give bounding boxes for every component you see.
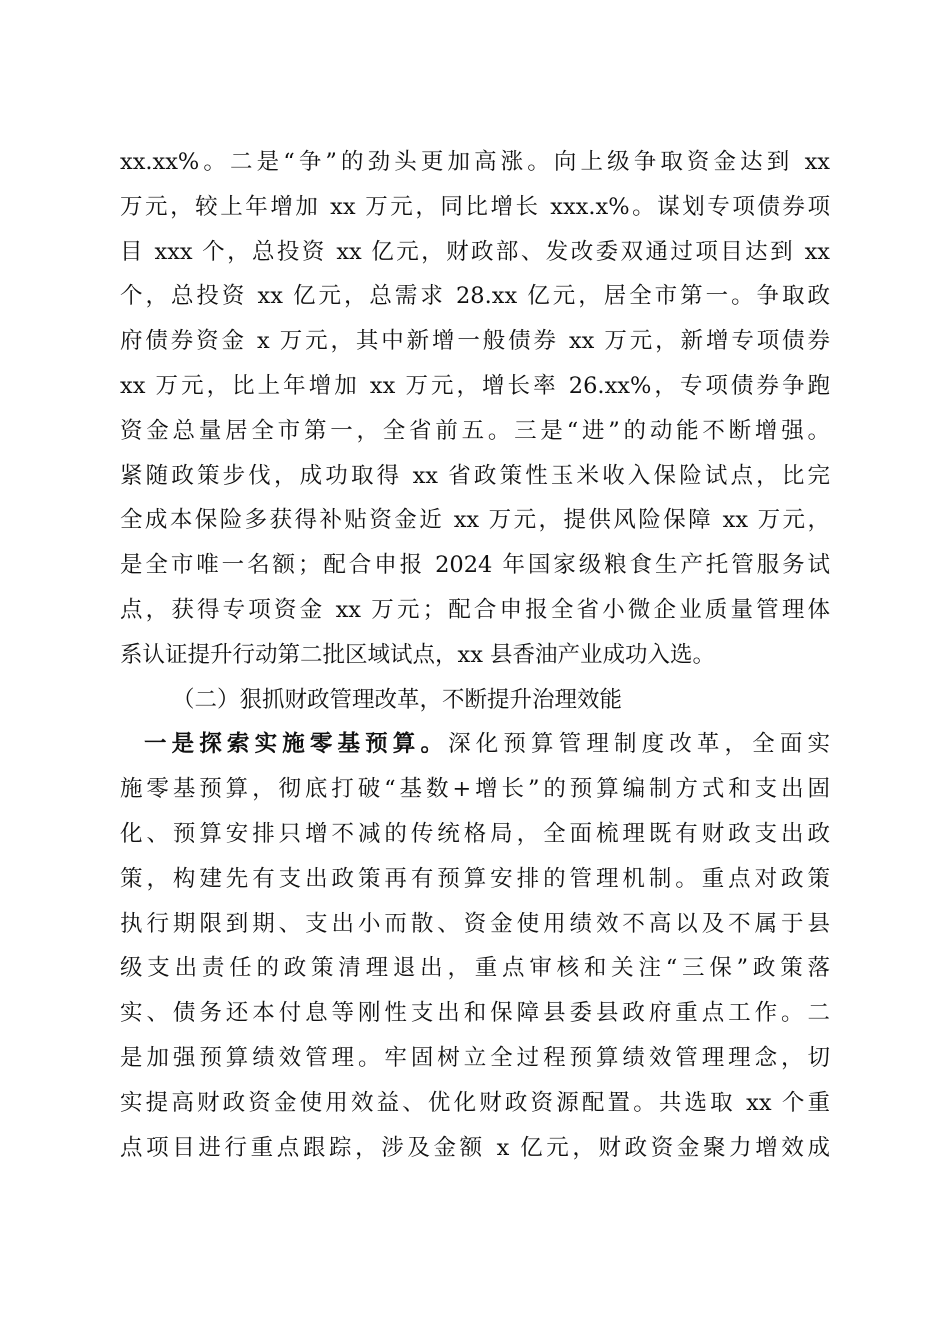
body-line: 实、债务还本付息等刚性支出和保障县委县政府重点工作。二	[120, 1000, 830, 1027]
body-line: 点，获得专项资金 xx 万元；配合申报全省小微企业质量管理体	[120, 596, 830, 623]
body-line: 全成本保险多获得补贴资金近 xx 万元，提供风险保障 xx 万元，	[120, 507, 830, 534]
lead-rest-text: 深化预算管理制度改革，全面实	[448, 731, 830, 758]
body-line: 执行期限到期、支出小而散、资金使用绩效不高以及不属于县	[120, 910, 830, 937]
body-line: 实提高财政资金使用效益、优化财政资源配置。共选取 xx 个重	[120, 1089, 830, 1116]
body-line: 化、预算安排只增不减的传统格局，全面梳理既有财政支出政	[120, 820, 830, 847]
body-line: 级支出责任的政策清理退出，重点审核和关注“三保”政策落	[120, 955, 830, 982]
body-line: 系认证提升行动第二批区域试点，xx 县香油产业成功入选。	[120, 641, 716, 668]
lead-bold-text: 一是探索实施零基预算。	[144, 731, 449, 758]
section-heading: （二）狠抓财政管理改革，不断提升治理效能	[172, 686, 623, 713]
body-line: xx.xx%。二是“争”的劲头更加高涨。向上级争取资金达到 xx	[120, 149, 830, 175]
body-line: 策，构建先有支出政策再有预算安排的管理机制。重点对政策	[120, 865, 830, 892]
body-line: 目 xxx 个，总投资 xx 亿元，财政部、发改委双通过项目达到 xx	[120, 238, 830, 265]
body-line: 万元，较上年增加 xx 万元，同比增长 xxx.x%。谋划专项债券项	[120, 193, 830, 220]
body-line: 紧随政策步伐，成功取得 xx 省政策性玉米收入保险试点，比完	[120, 462, 830, 489]
body-line: 施零基预算，彻底打破“基数+增长”的预算编制方式和支出固	[120, 776, 830, 803]
body-line: xx 万元，比上年增加 xx 万元，增长率 26.xx%，专项债券争跑	[120, 372, 830, 399]
body-line: 资金总量居全市第一，全省前五。三是“进”的动能不断增强。	[120, 417, 830, 444]
body-line: 是全市唯一名额；配合申报 2024 年国家级粮食生产托管服务试	[120, 552, 830, 579]
body-line: 府债券资金 x 万元，其中新增一般债券 xx 万元，新增专项债券	[120, 328, 830, 355]
document-body	[120, 140, 830, 1170]
body-line: 是加强预算绩效管理。牢固树立全过程预算绩效管理理念，切	[120, 1044, 830, 1071]
body-line: 点项目进行重点跟踪，涉及金额 x 亿元，财政资金聚力增效成	[120, 1134, 830, 1161]
paragraph-lead-line	[120, 722, 830, 767]
body-line: 个，总投资 xx 亿元，总需求 28.xx 亿元，居全市第一。争取政	[120, 283, 830, 310]
